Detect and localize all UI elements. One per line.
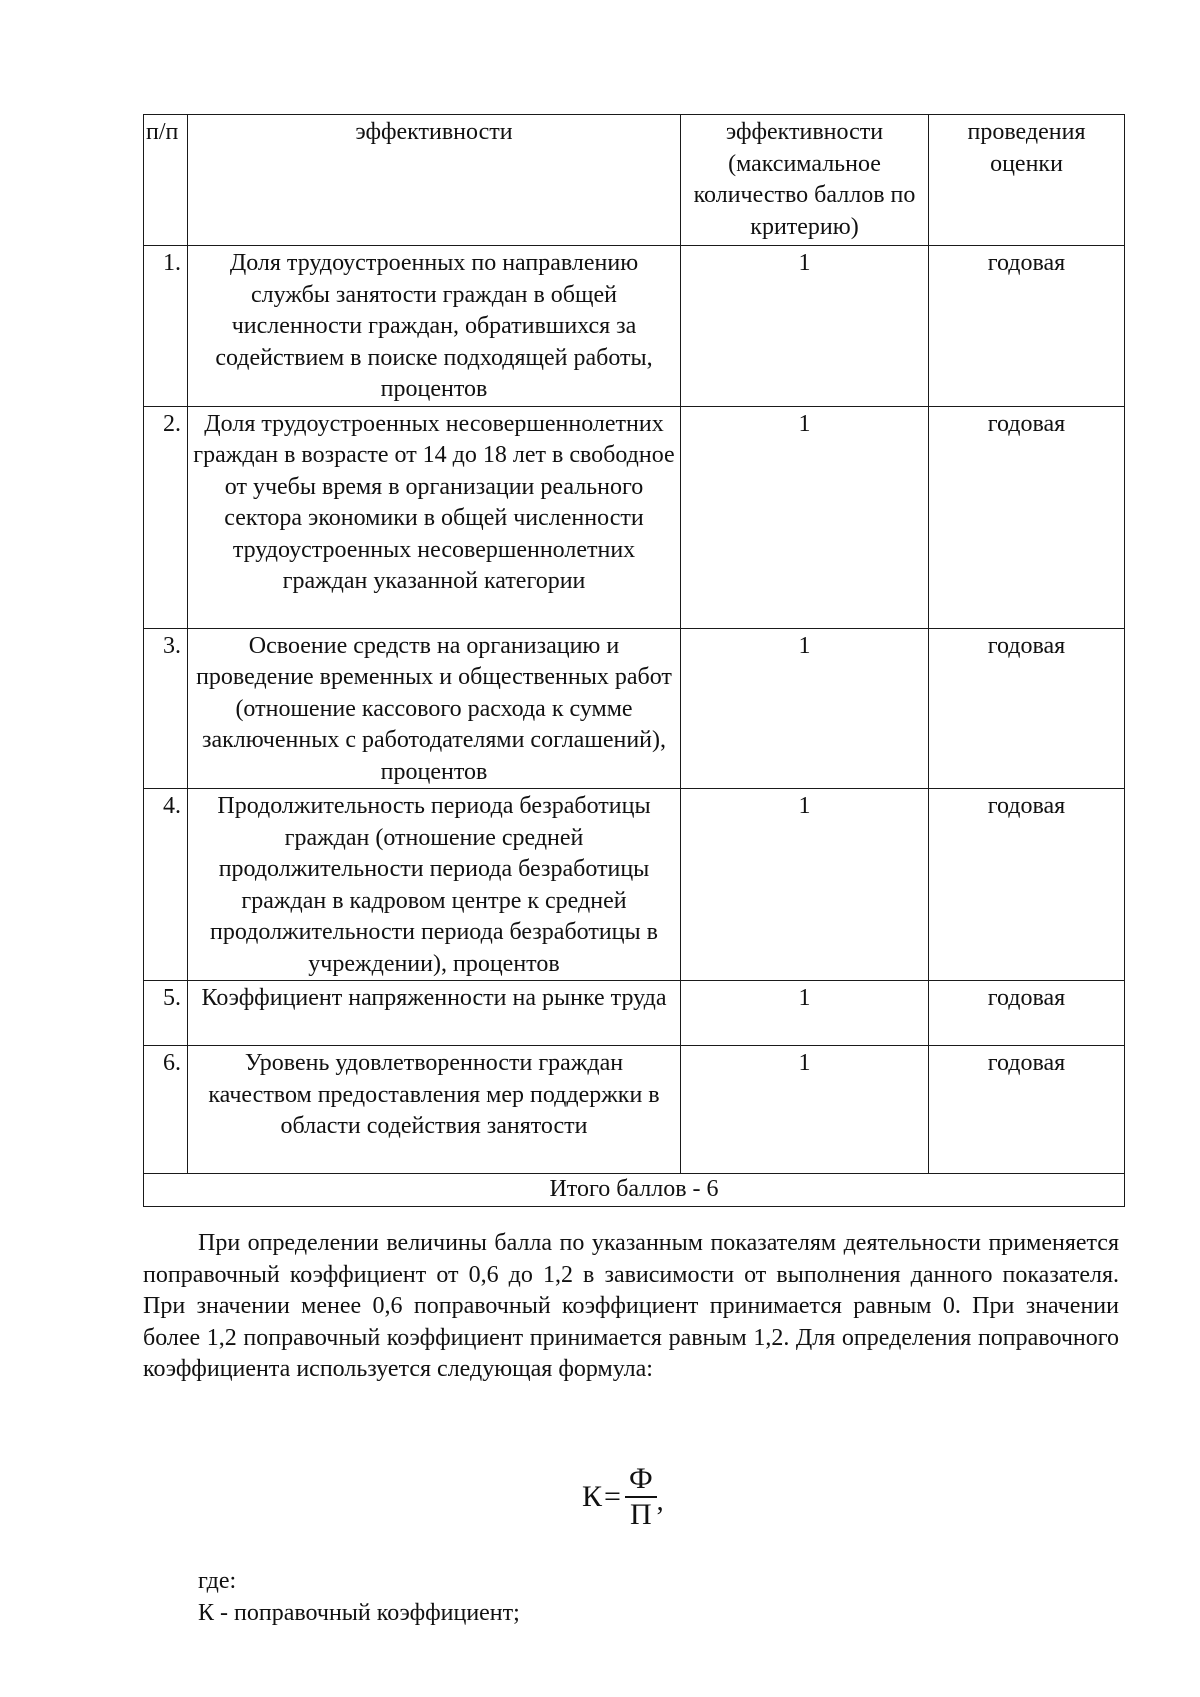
row-weight: 1	[681, 789, 929, 981]
row-indicator: Продолжительность периода безработицы граждан (отношение средней продолжительности периода безработицы граждан в кадровом центре к средней продолжительности периода безработицы в учреждении), процентов	[188, 789, 681, 981]
header-period: проведения оценки	[929, 115, 1125, 246]
where-label: где:	[198, 1568, 237, 1594]
row-period: годовая	[929, 789, 1125, 981]
row-num: 6.	[144, 1046, 188, 1174]
table-row	[144, 789, 1125, 981]
table-row	[144, 1046, 1125, 1174]
row-indicator: Освоение средств на организацию и проведение временных и общественных работ (отношение кассового расхода к сумме заключенных с работодателями соглашений), процентов	[188, 628, 681, 789]
row-period: годовая	[929, 246, 1125, 407]
formula-lhs: К	[582, 1480, 603, 1513]
row-num: 5.	[144, 981, 188, 1046]
row-period: годовая	[929, 628, 1125, 789]
criteria-table	[143, 114, 1125, 1207]
formula-comma: ,	[656, 1486, 664, 1517]
header-indicator: эффективности	[188, 115, 681, 246]
table-row	[144, 981, 1125, 1046]
row-num: 1.	[144, 246, 188, 407]
row-num: 2.	[144, 406, 188, 628]
formula-fraction	[625, 1462, 657, 1532]
coefficient-paragraph: При определении величины балла по указанным показателям деятельности применяется поправочный коэффициент от 0,6 до 1,2 в зависимости от выполнения данного показателя. При значении менее 0,6 поправочный коэффициент принимается равным 0. При значении более 1,2 поправочный коэффициент принимается равным 1,2. Для определения поправочного коэффициента используется следующая формула:	[143, 1230, 1119, 1382]
row-num: 3.	[144, 628, 188, 789]
header-weight: эффективности (максимальное количество баллов по критерию)	[681, 115, 929, 246]
table-row	[144, 628, 1125, 789]
header-num: п/п	[144, 115, 188, 246]
row-period: годовая	[929, 981, 1125, 1046]
row-indicator: Доля трудоустроенных несовершеннолетних граждан в возрасте от 14 до 18 лет в свободное от учебы время в организации реального сектора экономики в общей численности трудоустроенных несовершеннолетних граждан указанной категории	[188, 406, 681, 628]
row-weight: 1	[681, 628, 929, 789]
row-num: 4.	[144, 789, 188, 981]
row-period: годовая	[929, 406, 1125, 628]
row-weight: 1	[681, 406, 929, 628]
table-total-row	[144, 1174, 1125, 1207]
row-period: годовая	[929, 1046, 1125, 1174]
formula-denominator: П	[629, 1498, 652, 1531]
table-row	[144, 406, 1125, 628]
row-weight: 1	[681, 246, 929, 407]
row-indicator: Доля трудоустроенных по направлению службы занятости граждан в общей численности граждан, обратившихся за содействием в поиске подходящей работы, процентов	[188, 246, 681, 407]
correction-formula	[582, 1458, 664, 1536]
formula-equals: =	[604, 1480, 621, 1513]
definition-k: К - поправочный коэффициент;	[198, 1600, 520, 1626]
table-row	[144, 246, 1125, 407]
table-header-row	[144, 115, 1125, 246]
row-indicator: Уровень удовлетворенности граждан качеством предоставления мер поддержки в области содействия занятости	[188, 1046, 681, 1174]
total-points: Итого баллов - 6	[144, 1174, 1125, 1207]
row-weight: 1	[681, 981, 929, 1046]
formula-numerator: Ф	[628, 1462, 653, 1495]
row-indicator: Коэффициент напряженности на рынке труда	[188, 981, 681, 1046]
row-weight: 1	[681, 1046, 929, 1174]
